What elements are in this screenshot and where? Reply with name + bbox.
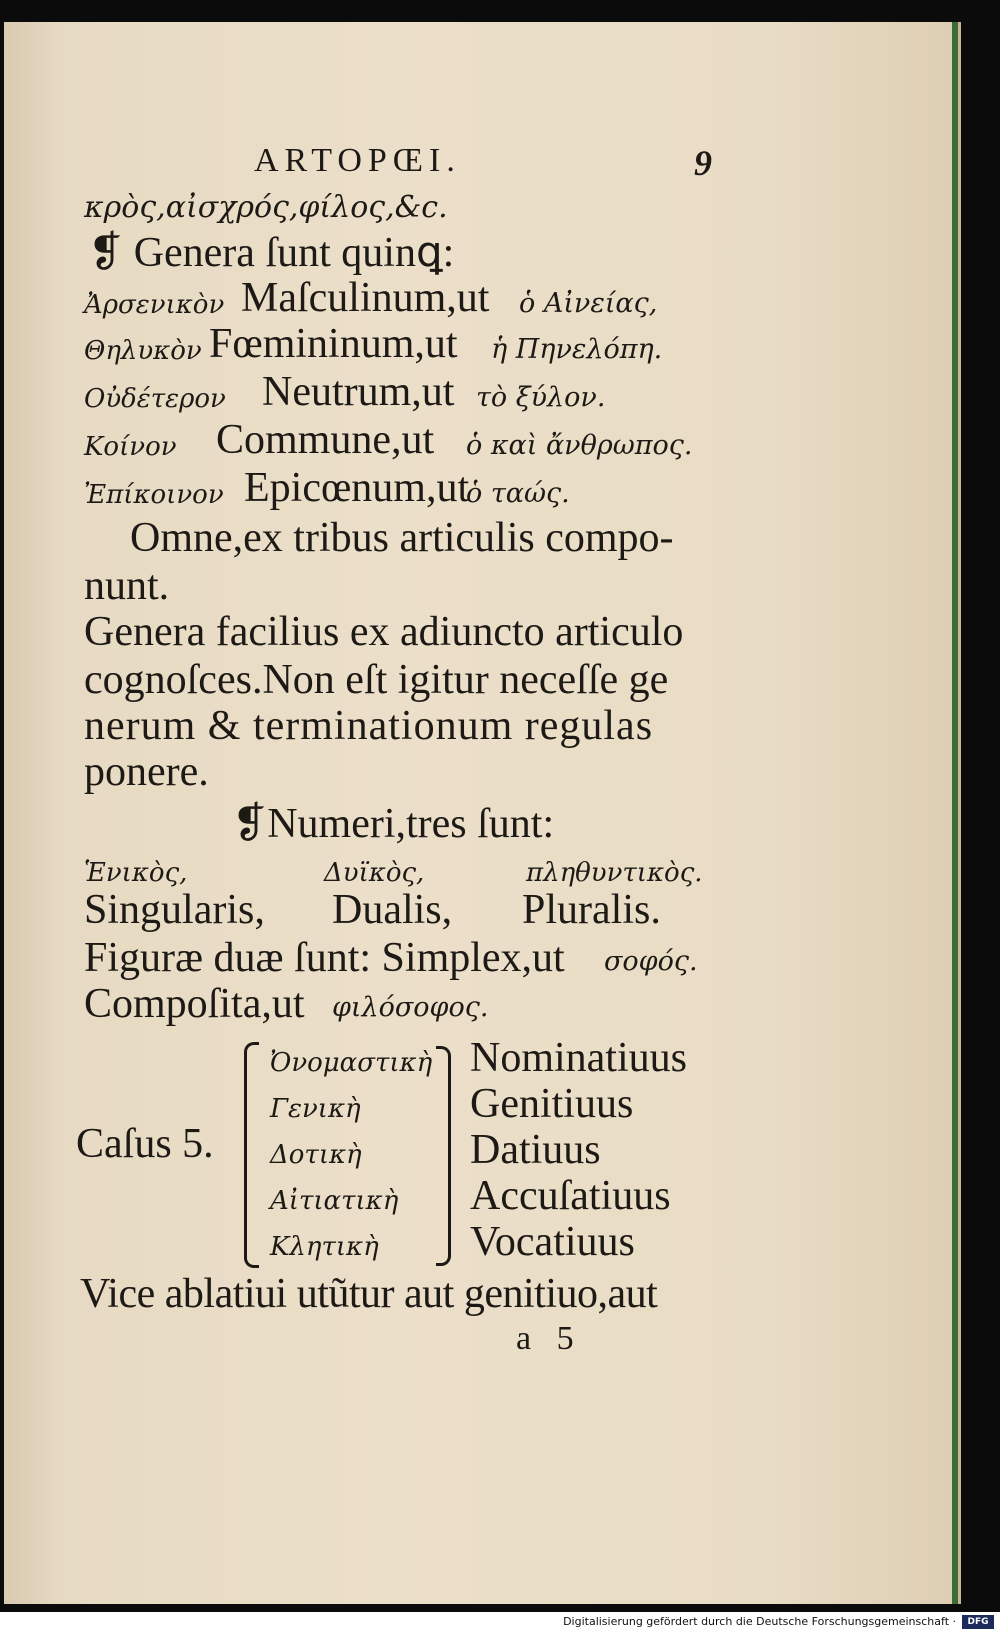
gender-greek-1: Ἀρσενικὸν [84, 290, 225, 320]
para-1-line-2: nunt. [84, 563, 170, 609]
number-greek-plural: πληθυντικὸς. [526, 858, 703, 888]
book-page [4, 22, 961, 1604]
left-brace [244, 1042, 259, 1268]
para-2-line-1: Genera facilius ex adiuncto articulo [84, 609, 684, 655]
gender-example-4: ὁ καὶ ἄνθρωπος. [466, 430, 693, 461]
case-latin-5: Vocatiuus [470, 1219, 635, 1265]
number-latin-singular: Singularis, [84, 887, 265, 933]
gender-greek-4: Κοίνον [84, 432, 177, 462]
gender-latin-2: Fœmininum,ut [209, 321, 458, 367]
footer-bar [0, 1612, 1000, 1633]
gender-latin-3: Neutrum,ut [262, 369, 455, 415]
figures-line-latin: Figuræ duæ ſunt: Simplex,ut [84, 935, 565, 981]
casus-label: Caſus 5. [76, 1121, 214, 1167]
case-latin-2: Genitiuus [470, 1081, 634, 1127]
case-greek-5: Κλητικὴ [270, 1232, 379, 1262]
case-latin-4: Accuſatiuus [470, 1173, 671, 1219]
para-2-line-3: nerum & terminationum regulas [84, 703, 654, 749]
number-latin-dual: Dualis, [332, 887, 453, 933]
para-1-line-1: Omne,ex tribus articulis compo- [130, 515, 674, 561]
gender-latin-1: Maſculinum,ut [241, 275, 490, 321]
number-greek-singular: Ἑνικὸς, [84, 858, 188, 888]
gender-example-2: ἡ Πηνελόπη. [491, 334, 663, 365]
case-greek-3: Δοτικὴ [270, 1140, 362, 1170]
number-greek-dual: Δυϊκὸς, [324, 858, 425, 888]
text-line-1: κρὸς,αἰσχρός,φίλος,&c. [84, 190, 448, 225]
gender-greek-5: Ἐπίκοινον [84, 480, 224, 510]
last-line: Vice ablatiui utũtur aut genitiuo,aut [80, 1271, 658, 1317]
signature-mark: a 5 [516, 1320, 574, 1357]
numbers-heading: ❡Numeri,tres ſunt: [232, 801, 555, 847]
case-greek-2: Γενικὴ [270, 1094, 361, 1124]
page-number: 9 [694, 143, 712, 183]
number-latin-plural: Pluralis. [522, 887, 661, 933]
right-brace [436, 1046, 451, 1266]
gender-latin-4: Commune,ut [216, 417, 435, 463]
case-latin-3: Datiuus [470, 1127, 601, 1173]
gender-greek-2: Θηλυκὸν [84, 336, 202, 366]
running-header: ARTOPŒI. [254, 142, 461, 179]
composita-latin: Compoſita,ut [84, 981, 305, 1027]
gender-example-1: ὁ Αἰνείας, [519, 288, 658, 319]
gender-latin-5: Epicœnum,ut [244, 465, 470, 511]
dfg-logo: DFG [962, 1615, 994, 1629]
para-2-line-2: cognoſces.Non eſt igitur neceſſe ge [84, 657, 669, 703]
case-latin-1: Nominatiuus [470, 1035, 687, 1081]
footer-credit: Digitalisierung gefördert durch die Deutsche Forschungsgemeinschaft · [563, 1615, 956, 1628]
gender-greek-3: Οὐδέτερον [84, 384, 226, 414]
figures-line-example: σοφός. [604, 946, 698, 977]
case-greek-4: Αἰτιατικὴ [270, 1186, 399, 1216]
case-greek-1: Ὀνομαστικὴ [270, 1048, 433, 1078]
composita-example: φιλόσοφος. [332, 992, 489, 1023]
para-2-line-4: ponere. [84, 749, 209, 795]
text-line-genera: ❡ Genera ſunt quinꝗ: [88, 230, 455, 276]
gender-example-3: τὸ ξύλον. [476, 382, 606, 413]
gender-example-5: ὁ ταώς. [466, 478, 570, 509]
